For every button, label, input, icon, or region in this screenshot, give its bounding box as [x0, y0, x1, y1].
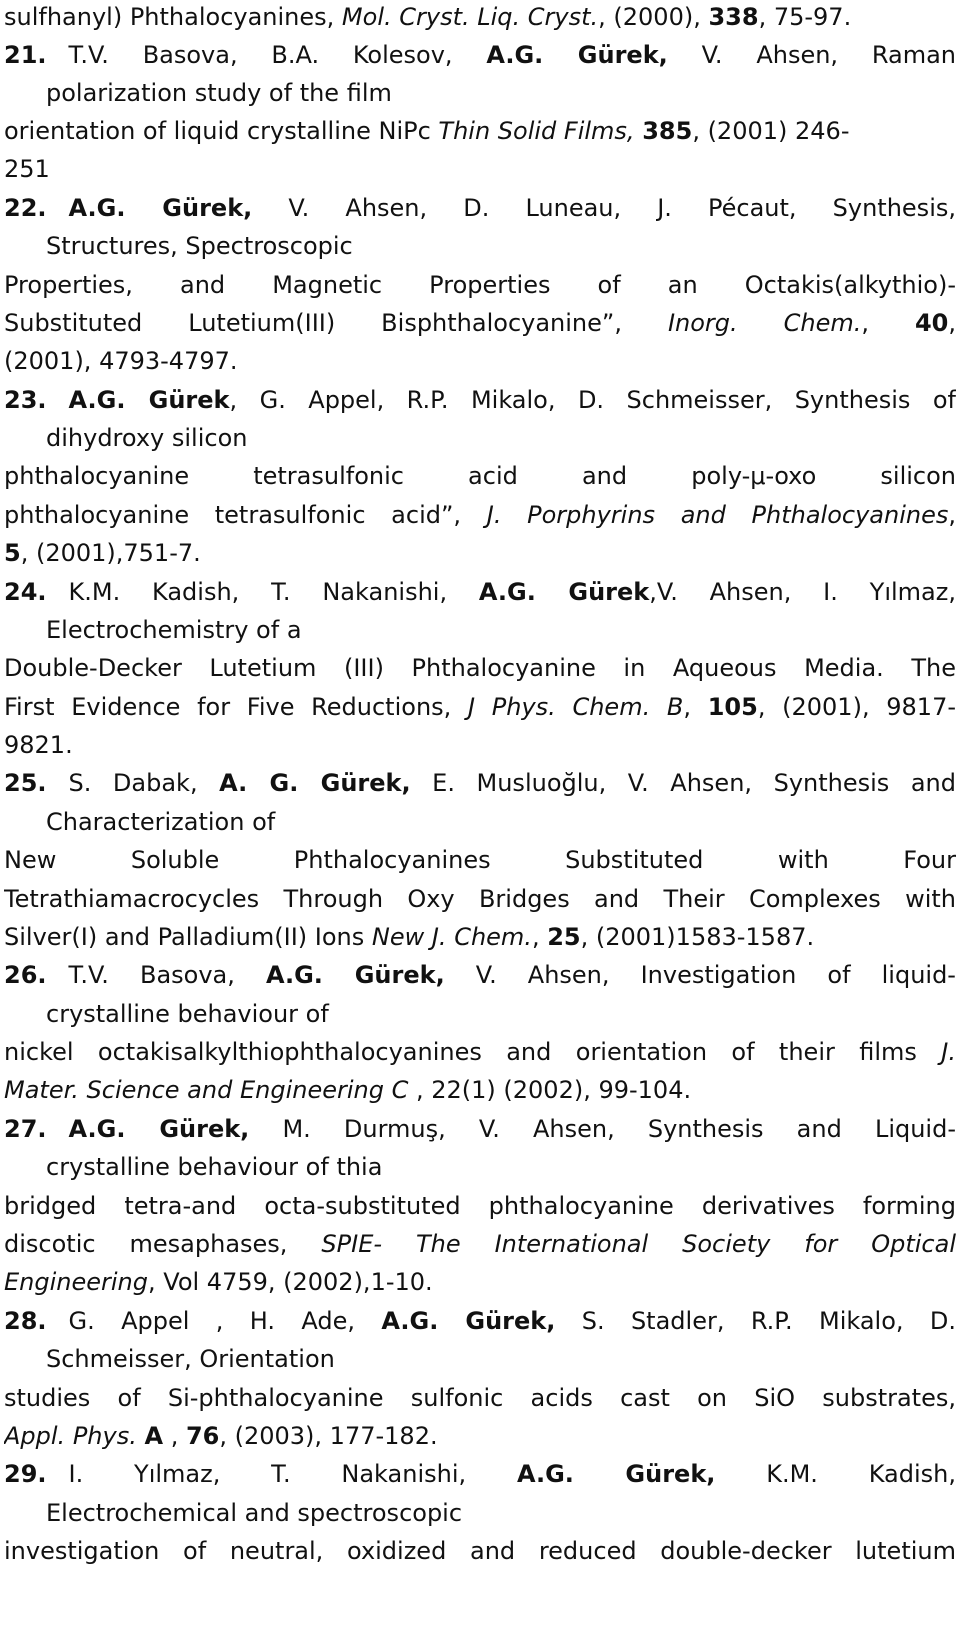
reference-line: polarization study of the film — [46, 79, 392, 107]
reference-line: Double-Decker Lutetium (III) Phthalocyanine in Aqueous Media. The — [4, 654, 956, 682]
reference-line: 27. A.G. Gürek, M. Durmuş, V. Ahsen, Synthesis and Liquid- — [4, 1115, 956, 1143]
reference-line: orientation of liquid crystalline NiPc Thin Solid Films, 385, (2001) 246- — [4, 117, 850, 145]
reference-line: investigation of neutral, oxidized and reduced double-decker lutetium — [4, 1537, 956, 1565]
reference-line: 29. I. Yılmaz, T. Nakanishi, A.G. Gürek, K.M. Kadish, — [4, 1460, 956, 1488]
reference-line: Properties, and Magnetic Properties of an Octakis(alkythio)- — [4, 271, 956, 299]
reference-line: 24. K.M. Kadish, T. Nakanishi, A.G. Gürek,V. Ahsen, I. Yılmaz, — [4, 578, 956, 606]
reference-line: 25. S. Dabak, A. G. Gürek, E. Musluoğlu, V. Ahsen, Synthesis and — [4, 769, 956, 797]
reference-line: 21. T.V. Basova, B.A. Kolesov, A.G. Gürek, V. Ahsen, Raman — [4, 41, 956, 69]
reference-line: crystalline behaviour of thia — [46, 1153, 383, 1181]
reference-line: crystalline behaviour of — [46, 1000, 329, 1028]
reference-line: Electrochemical and spectroscopic — [46, 1499, 463, 1527]
reference-number: 28. — [4, 1307, 47, 1335]
reference-number: 24. — [4, 578, 47, 606]
reference-line: 9821. — [4, 731, 73, 759]
reference-number: 25. — [4, 769, 47, 797]
reference-line: Schmeisser, Orientation — [46, 1345, 335, 1373]
reference-line: Silver(I) and Palladium(II) Ions New J. Chem., 25, (2001)1583-1587. — [4, 923, 815, 951]
reference-line: 5, (2001),751-7. — [4, 539, 201, 567]
reference-line: discotic mesaphases, SPIE- The International Society for Optical — [4, 1230, 956, 1258]
reference-line: dihydroxy silicon — [46, 424, 248, 452]
reference-line: phthalocyanine tetrasulfonic acid”, J. Porphyrins and Phthalocyanines, — [4, 501, 956, 529]
reference-line: First Evidence for Five Reductions, J Phys. Chem. B, 105, (2001), 9817- — [4, 693, 956, 721]
reference-number: 27. — [4, 1115, 47, 1143]
reference-line: Tetrathiamacrocycles Through Oxy Bridges and Their Complexes with — [4, 885, 956, 913]
reference-number: 21. — [4, 41, 47, 69]
reference-line: nickel octakisalkylthiophthalocyanines and orientation of their films J. — [4, 1038, 956, 1066]
reference-line: Structures, Spectroscopic — [46, 232, 353, 260]
reference-line: New Soluble Phthalocyanines Substituted with Four — [4, 846, 956, 874]
reference-number: 26. — [4, 961, 47, 989]
reference-line: (2001), 4793-4797. — [4, 347, 238, 375]
reference-line: sulfhanyl) Phthalocyanines, Mol. Cryst. Liq. Cryst., (2000), 338, 75-97. — [4, 3, 852, 31]
reference-number: 23. — [4, 386, 47, 414]
reference-line: 251 — [4, 155, 50, 183]
reference-line: 22. A.G. Gürek, V. Ahsen, D. Luneau, J. Pécaut, Synthesis, — [4, 194, 956, 222]
reference-line: Mater. Science and Engineering C , 22(1) (2002), 99-104. — [4, 1076, 692, 1104]
reference-number: 22. — [4, 194, 47, 222]
reference-line: 23. A.G. Gürek, G. Appel, R.P. Mikalo, D. Schmeisser, Synthesis of — [4, 386, 956, 414]
reference-line: Appl. Phys. A , 76, (2003), 177-182. — [4, 1422, 438, 1450]
reference-line: 26. T.V. Basova, A.G. Gürek, V. Ahsen, Investigation of liquid- — [4, 961, 956, 989]
reference-line: Characterization of — [46, 808, 276, 836]
reference-line: Engineering, Vol 4759, (2002),1-10. — [4, 1268, 433, 1296]
reference-line: bridged tetra-and octa-substituted phthalocyanine derivatives forming — [4, 1192, 956, 1220]
reference-line: Electrochemistry of a — [46, 616, 302, 644]
reference-line: phthalocyanine tetrasulfonic acid and poly-μ-oxo silicon — [4, 462, 956, 490]
reference-line: 28. G. Appel , H. Ade, A.G. Gürek, S. Stadler, R.P. Mikalo, D. — [4, 1307, 956, 1335]
reference-line: studies of Si-phthalocyanine sulfonic acids cast on SiO substrates, — [4, 1384, 956, 1412]
reference-line: Substituted Lutetium(III) Bisphthalocyanine”, Inorg. Chem., 40, — [4, 309, 956, 337]
reference-number: 29. — [4, 1460, 47, 1488]
